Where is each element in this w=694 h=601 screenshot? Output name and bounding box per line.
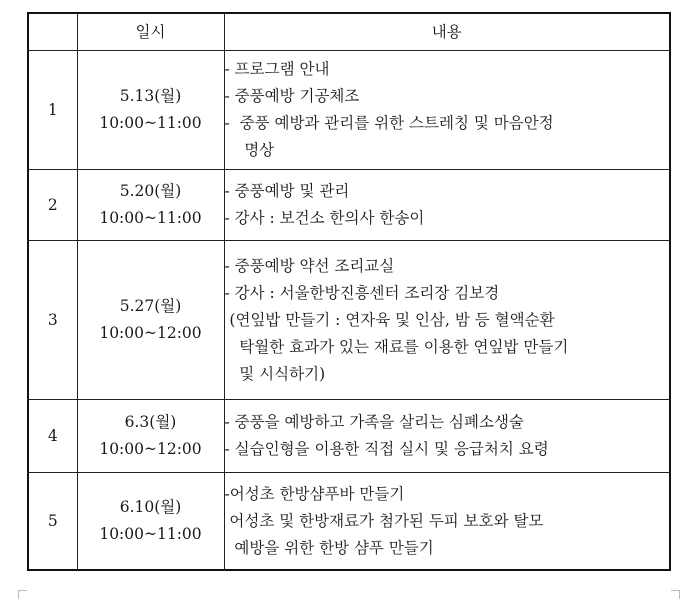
header-date: 일시 (77, 13, 224, 51)
row-date: 6.10(월) (119, 498, 182, 516)
content-line: 및 시식하기) (224, 364, 326, 383)
row-content-cell (224, 473, 670, 571)
row-number: 4 (28, 400, 77, 473)
content-line: - 프로그램 안내 (224, 60, 330, 78)
content-line: 예방을 위한 한방 샴푸 만들기 (224, 538, 434, 557)
row-date: 5.27(월) (119, 297, 182, 315)
row-date: 6.3(월) (124, 413, 177, 431)
page-corner-mark-left (18, 590, 27, 599)
table-row (28, 51, 670, 170)
row-content-cell (224, 241, 670, 400)
content-line: - 강사 : 서울한방진흥센터 조리장 김보경 (224, 283, 500, 302)
table-row (28, 241, 670, 400)
header-row (28, 13, 670, 51)
program-schedule-table (27, 12, 671, 571)
row-time: 10:00~11:00 (99, 525, 202, 543)
content-line: 명상 (224, 141, 275, 159)
row-date-cell (77, 241, 224, 400)
content-line: - 중풍예방 기공체조 (224, 87, 360, 105)
content-line: - 중풍 예방과 관리를 위한 스트레칭 및 마음안정 (224, 114, 554, 132)
content-line: - 실습인형을 이용한 직접 실시 및 응급처치 요령 (224, 440, 549, 458)
row-date: 5.13(월) (119, 87, 182, 105)
table-row (28, 400, 670, 473)
content-line: 어성초 및 한방재료가 첨가된 두피 보호와 탈모 (224, 511, 544, 530)
content-line: - 강사 : 보건소 한의사 한송이 (224, 209, 425, 227)
content-line: (연잎밥 만들기 : 연자육 및 인삼, 밤 등 혈액순환 (224, 310, 555, 329)
row-number: 1 (28, 51, 77, 170)
row-time: 10:00~12:00 (99, 324, 202, 342)
row-date-cell (77, 170, 224, 241)
row-number: 2 (28, 170, 77, 241)
content-line: - 중풍을 예방하고 가족을 살리는 심폐소생술 (224, 413, 524, 431)
header-content: 내용 (224, 13, 670, 51)
table-row (28, 170, 670, 241)
row-date-cell (77, 473, 224, 571)
content-line: -어성초 한방샴푸바 만들기 (224, 484, 405, 503)
header-number (28, 13, 77, 51)
row-time: 10:00~11:00 (99, 114, 202, 132)
row-date-cell (77, 400, 224, 473)
row-content-cell (224, 170, 670, 241)
row-content-cell (224, 51, 670, 170)
content-line: 탁월한 효과가 있는 재료를 이용한 연잎밥 만들기 (224, 337, 569, 356)
content-line: - 중풍예방 약선 조리교실 (224, 256, 395, 275)
table-row (28, 473, 670, 571)
row-date: 5.20(월) (119, 182, 182, 200)
page-corner-mark-right (671, 590, 680, 599)
row-content-cell (224, 400, 670, 473)
row-time: 10:00~12:00 (99, 440, 202, 458)
content-line: - 중풍예방 및 관리 (224, 182, 350, 200)
row-number: 5 (28, 473, 77, 571)
row-date-cell (77, 51, 224, 170)
row-number: 3 (28, 241, 77, 400)
row-time: 10:00~11:00 (99, 209, 202, 227)
